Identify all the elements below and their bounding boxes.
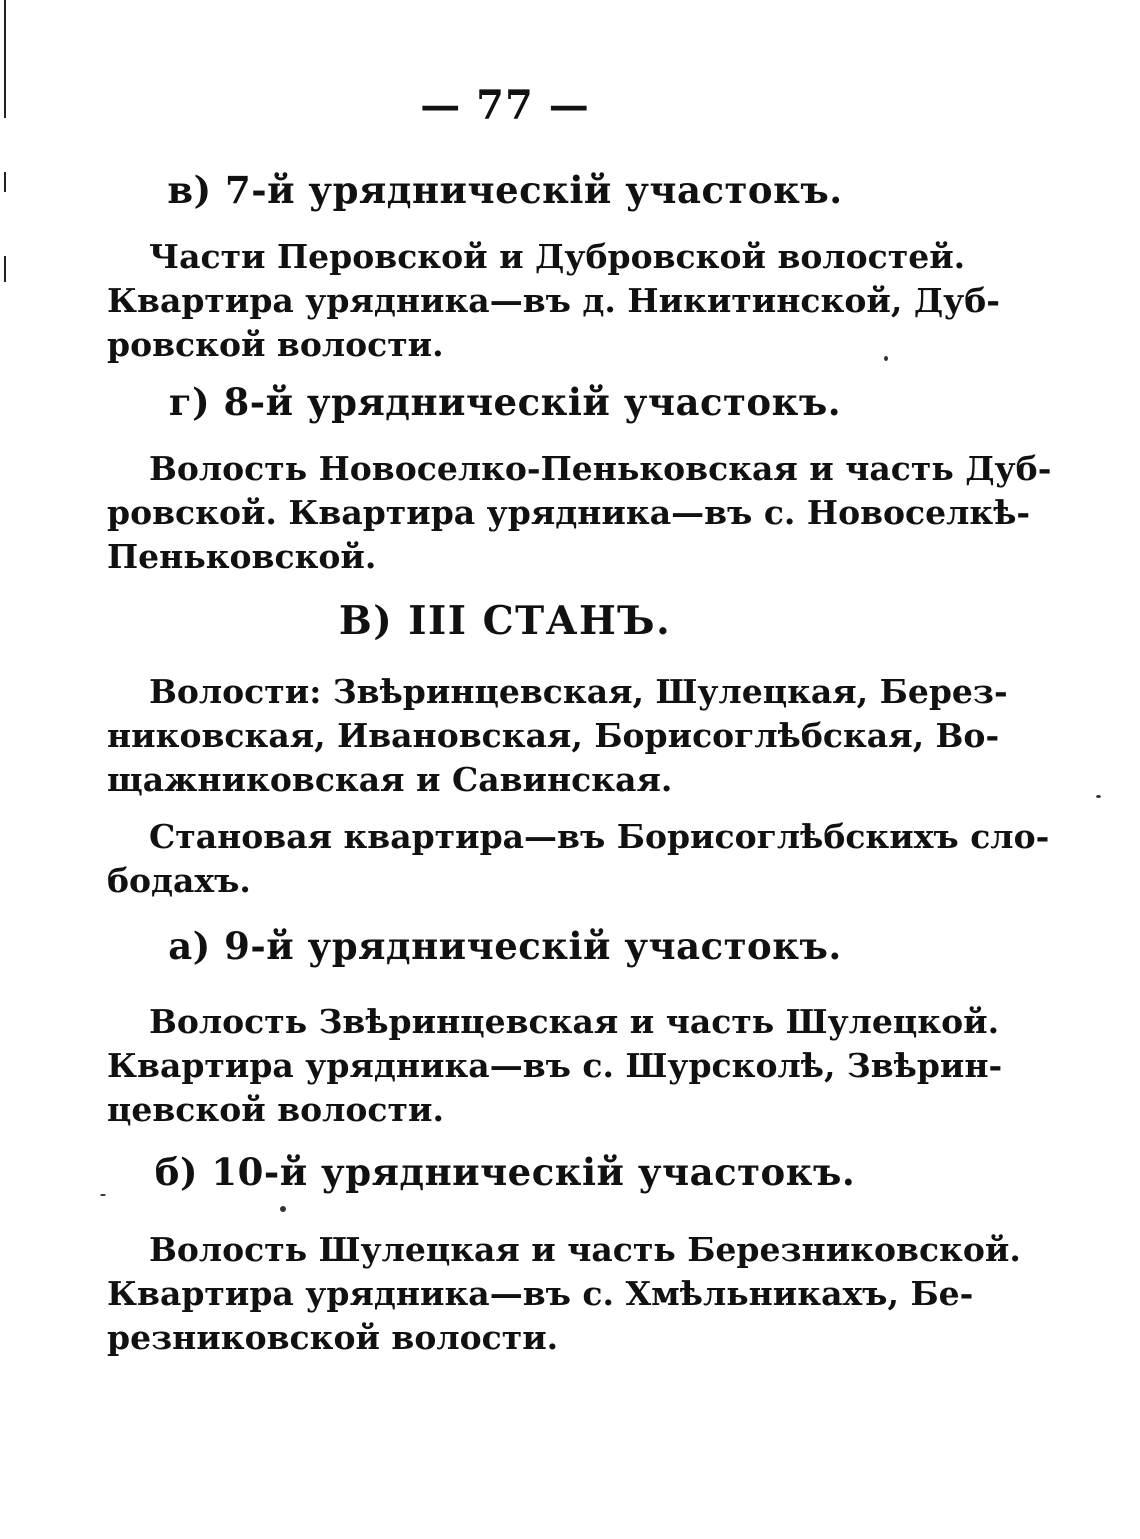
margin-rule-mark — [4, 256, 6, 282]
paragraph-line: Волость Новоселко-Пеньковская и часть Дуб- — [149, 449, 1052, 488]
paragraph-line: Пеньковской. — [107, 537, 377, 576]
paragraph-line: Становая квартира—въ Борисоглѣбскихъ сло- — [149, 817, 1050, 856]
paragraph-line: Квартира урядника—въ д. Никитинской, Дуб- — [107, 281, 1000, 320]
page-number: — 77 — — [420, 82, 590, 129]
section-heading: б) 10-й урядническій участокъ. — [154, 1150, 856, 1194]
paragraph-line: Волость Звѣринцевская и часть Шулецкой. — [149, 1002, 1000, 1041]
ink-speck — [100, 1194, 106, 1196]
paragraph — [107, 815, 1050, 903]
paragraph-line: бодахъ. — [107, 861, 251, 900]
paragraph-line: Квартира урядника—въ с. Шурсколѣ, Звѣрин- — [107, 1046, 1003, 1085]
paragraph — [107, 1228, 1021, 1360]
paragraph-line: резниковской волости. — [107, 1318, 559, 1357]
paragraph-line: ровской волости. — [107, 325, 444, 364]
paragraph-line: Волости: Звѣринцевская, Шулецкая, Берез- — [149, 672, 1008, 711]
section-heading: в) 7-й урядническій участокъ. — [167, 168, 843, 212]
ink-speck — [1096, 795, 1101, 798]
stan-heading: В) III СТАНЪ. — [338, 598, 672, 644]
paragraph — [107, 1000, 1003, 1132]
paragraph-line: ровской. Квартира урядника—въ с. Новоселкѣ- — [107, 493, 1031, 532]
paragraph-line: никовская, Ивановская, Борисоглѣбская, Во- — [107, 716, 1000, 755]
ink-speck — [280, 1206, 286, 1212]
paragraph-line: щажниковская и Савинская. — [107, 760, 673, 799]
section-heading: г) 8-й урядническій участокъ. — [168, 380, 842, 424]
paragraph-line: Части Перовской и Дубровской волостей. — [149, 237, 966, 276]
section-heading: а) 9-й урядническій участокъ. — [168, 924, 842, 968]
paragraph — [107, 447, 1052, 579]
paragraph-line: Квартира урядника—въ с. Хмѣльникахъ, Бе- — [107, 1274, 974, 1313]
paragraph — [107, 670, 1008, 802]
paragraph-line: Волость Шулецкая и часть Березниковской. — [149, 1230, 1021, 1269]
paragraph — [107, 235, 1000, 367]
paragraph-line: цевской волости. — [107, 1090, 444, 1129]
